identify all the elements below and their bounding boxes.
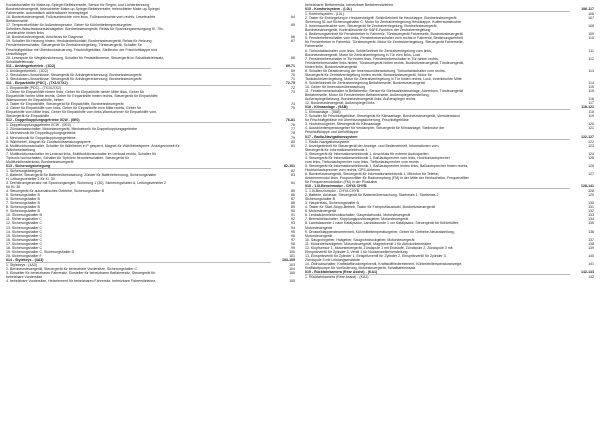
entry-text: 6. Multifunktionsschalter, Schalter für Wählhebel in P gesperrt, Magnet für Wählhebelsperre, Anzeigeeinheit für — [6, 143, 180, 148]
entry-text: 1. Klimaanlage - (9AB) — [305, 110, 341, 115]
entry-text: 018 - 1.0l-Benzinmotor - CHYA CHYB — [305, 184, 570, 189]
entry-page: 128-141 — [580, 184, 594, 189]
entry-text: 6. Türkontaktschalter vorn links, Schließeinheit für Zentralverriegelung vorn links, — [305, 48, 432, 53]
entry-page: 76-81 — [285, 118, 295, 123]
entry-text: beheizbare Vordersitze — [6, 275, 43, 280]
entry-text: Steuergerät für Zentralverriegelung hinten rechts, Bordnetzsteuergerät, Motor für — [305, 72, 432, 77]
entry-text: Hochtonlautsprecher vorn rechts, GPS-Antenne — [305, 167, 381, 172]
entry-text: Motorsteuergerät — [305, 225, 333, 230]
entry-page: 100 — [289, 249, 295, 254]
entry-page: 113 — [588, 68, 594, 73]
entry-text: 19. Sicherungshalter C, Sicherungshalter D — [6, 249, 75, 254]
entry-page: 95 — [291, 229, 295, 234]
entry-text: 2. Zündanlassschalter, Motorsteuergerät, Mechatronik für Doppelkupplungsgetriebe — [6, 127, 138, 132]
entry-page: 103 — [289, 262, 295, 267]
entry-text: 6. Bordnetzsteuergerät, Steuergerät für Informationselektronik 1, Mikrofon für Telefon, — [305, 171, 440, 176]
entry-text: 10. Geber für Innenraumüberwachung — [305, 84, 366, 89]
entry-text: 014 - Stylekeys - (4A3) — [6, 258, 271, 263]
entry-page: 112 — [588, 56, 594, 61]
entry-text: 1. Anhängerbetrieb - (1D2) — [6, 68, 48, 73]
entry-text: 18. Sicherungshalter C — [6, 245, 43, 250]
index-column-left — [6, 3, 295, 421]
entry-page: 72-75 — [285, 80, 295, 85]
entry-text: H, Leitungsverteiler 2 für Kl. 30 — [6, 176, 55, 181]
entry-text: 15. Sicherungshalter C — [6, 233, 43, 238]
entry-text: 3. Steckdosen-/Anschlüsse, Steuergerät für Anhängererkennung, Bordnetzsteuergerät — [6, 76, 142, 81]
entry-text: 20. Lesespule für Wegfahrsicherung, Schalter für Feststellbremse, Steuergerät im Schalttafeleinsatz, — [6, 55, 165, 60]
entry-text: 11. Fensterheberschalter in Beifahrertür, Sensor für Diebstahlwarnanlage, Alarmhorn, Türsteuergerät — [305, 88, 463, 93]
entry-page: 70 — [291, 72, 295, 77]
entry-page: 66 — [291, 35, 295, 40]
entry-text: 1. Einparkhilfe (PDC) - (7X1/U7X2) — [6, 85, 61, 90]
entry-text: für Kl. 30 — [6, 185, 21, 190]
entry-page: 97 — [291, 237, 295, 242]
entry-text: Umluftklappe — [6, 51, 27, 56]
entry-text: 1. Stylekeys - (4A3) — [6, 262, 37, 267]
entry-text: 016 - Klimaanlage - (9AB) — [305, 105, 570, 110]
entry-text: 2. Schalter für Frischluftgebläse, Steuergerät für Klimaanlage, Bordnetzsteuergerät, Vorwiderstand — [305, 114, 460, 119]
entry-page: 72 — [291, 85, 295, 90]
entry-page: 75 — [291, 106, 295, 111]
entry-text: 13. Einspritzventil für Zylinder 1, Einspritzventil für Zylinder 2, Einspritzventil für Zylinder 3, — [305, 253, 447, 258]
entry-text: 3. Hauptrelais, Sicherungshalter B — [305, 201, 359, 206]
entry-text: 3. Innenraumleuchte vorn, Steuergerät für Zentralverriegelung, Bordnetzsteuergerät, — [305, 24, 438, 29]
entry-text: 9. Sicherungshalter B — [6, 209, 40, 214]
entry-text: 011 - Anhängerbetrieb - (1D2) — [6, 64, 271, 69]
entry-text: 3. Einsteller für beheizbaren Fahrersitz, Einsteller für beheizbaren Beifahrersitz, Steuergerät für — [6, 271, 156, 276]
entry-text: 12. Sicherungshalter C — [6, 221, 43, 226]
entry-page: 134 — [588, 217, 594, 222]
entry-page: 132 — [588, 209, 594, 214]
entry-page: 128 — [588, 189, 594, 194]
entry-text: 17. Temperaturfühler für Außentemperatur, Geber für Kühlmitteltemperaturgeber, — [6, 23, 133, 28]
entry-page: 82-101 — [283, 163, 295, 168]
entry-text: Wählhebelstellung — [6, 147, 35, 152]
entry-page: 78 — [291, 131, 295, 136]
entry-page: 84 — [291, 181, 295, 186]
entry-text: 4. beheizbare Vordersitze, Heizelement für beheizbaren Fahrersitz, beheizbare Fahrersitzlehne, — [6, 279, 157, 284]
entry-text: beheizbarer Beifahrersitz, beheizbare Beifahrersitzlehne — [305, 3, 394, 7]
entry-page: 79 — [291, 135, 295, 140]
entry-page: 83 — [291, 172, 295, 177]
entry-page: 105 — [289, 271, 295, 276]
entry-text: 2. Bordnetzsteuergerät, Steuergerät für beheizbare Vordersitze, Sicherungshalter C — [6, 267, 138, 271]
index-entry — [6, 279, 295, 283]
entry-text: 4. Steuergerät für automatisches Getriebe, Sicherungshalter B — [6, 189, 104, 194]
entry-page: 118-121 — [581, 105, 594, 110]
entry-text: Beifahrerseite, Motor für Fensterheber Beifahrerseite, Außenspiegelverstellung, — [305, 93, 430, 98]
entry-text: Sicherungshalter B — [305, 197, 335, 202]
entry-text: 2. Anzeigeeinheit für Steuergerät der Anzeige- und Bedieneinheit, Informationen vorn, — [305, 143, 440, 148]
entry-text: Multifunktionslenkrad, Bordnetzsteuergerät — [6, 159, 74, 164]
entry-page: 108 — [588, 24, 594, 29]
entry-text: 20. Sicherungshalter F — [6, 253, 42, 258]
entry-text: Tankdeckelverriegelung, Motor für Zentralverriegelung in Tür hinten rechts, Lock, Innenleuchte Mitte — [305, 76, 462, 81]
entry-page: 69 — [291, 68, 295, 73]
entry-page: 122-127 — [580, 134, 594, 139]
entry-page: 76 — [291, 123, 295, 128]
entry-text: Scheiben-Waschwasserstandsgeber, Bordnetzsteuergerät, Relais für Spannungsversorgung Kl. 75x, — [6, 27, 164, 32]
entry-text: Beifahrerseite — [6, 19, 28, 24]
entry-page: 126 — [588, 163, 594, 168]
entry-text: 015 - Komfortsystem - (L0L) — [305, 7, 570, 12]
entry-text: 16. Bordnetzsteuergerät, Fußraumleuchte vorn links, Fußraumleuchte vorn rechts, Leseleuchte — [6, 15, 156, 20]
entry-page: 131 — [588, 205, 594, 210]
entry-text: Frischluftklappe und Umluftklappe — [305, 130, 359, 135]
entry-text: 6. Sicherungshalter B — [6, 197, 40, 202]
entry-text: 7. Fensterheberschalter in Tür hinten links, Fensterheberschalter in Tür hinten rechts, — [305, 56, 439, 61]
entry-text: für Frequenzmodulation (FM) in der Pluskabel — [305, 180, 378, 185]
entry-text: Steuergerät für Einparkhilfe — [6, 114, 50, 119]
entry-text: 14. Sicherungshalter C — [6, 229, 43, 234]
entry-text: 5. Wählhebel, Magnet für Zündschlüsselabzugssperre — [6, 139, 91, 144]
entry-text: für Fensterheber in Fahrertür, Türsteuergerät, Motor für Zentralverriegelung, Steuergerät Fahrerseite, — [305, 40, 464, 45]
entry-text: 017 - Radio-Navigationssystem — [305, 135, 570, 140]
entry-text: 3. Mechatronik für Doppelkupplungsgetriebe — [6, 131, 76, 136]
entry-page: 77 — [291, 127, 295, 132]
entry-text: 12. Klopfsensor 1, Motorsteuergerät, Zündspule 1 mit Endstufe, Zündspule 2, Zündspule 3 mit — [305, 245, 453, 250]
entry-page: 115 — [588, 84, 594, 89]
entry-text: 1. Doppelkupplungsgetriebe 0CW - (0E0) — [6, 123, 71, 128]
entry-page: 89 — [291, 205, 295, 210]
entry-page: 85 — [291, 189, 295, 194]
entry-text: 4. Mechatronik für Doppelkupplungsgetriebe — [6, 135, 76, 140]
entry-text: 2. Steckdosen-/Anschlüsse, Steuergerät für Anhängererkennung, Bordnetzsteuergerät — [6, 72, 142, 77]
entry-text: 4. Bedienungseinheit für Fensterheber in Fahrertür, Türsteuergerät Fahrerseite, Bordnetzsteuergerät — [305, 32, 463, 37]
entry-page: 106 — [588, 12, 594, 17]
entry-text: Zündspule 3 mit Leistungsendstufe — [305, 257, 361, 262]
entry-text: Frischluftgebläse mit Überdrucksteuerung, Frischluftgebläse, Stellmotor der Frischluftklappe und — [6, 47, 158, 52]
entry-text: 5. Steuergerät für Informationselektronik 1, Baßlautsprecher hinten links, Baßlautsprecher hinten rechts, — [305, 163, 469, 168]
index-entry — [305, 275, 594, 279]
entry-page: 142 — [588, 275, 594, 280]
entry-page: 67 — [291, 39, 295, 44]
entry-page: 142-143 — [580, 270, 594, 275]
entry-page: 69-71 — [285, 63, 295, 68]
entry-page: 99 — [291, 245, 295, 250]
entry-text: Einparkhilfe hinten Mitte rechts, Geber für Einparkhilfe hinten rechts, Steuergerät für Einparkhilfe, — [6, 94, 159, 99]
entry-text: Fahrerseite — [305, 44, 323, 49]
entry-page: 137 — [588, 237, 594, 242]
entry-page: 115 — [588, 88, 594, 93]
entry-page: 127 — [588, 171, 594, 176]
entry-page: 135 — [588, 221, 594, 226]
entry-page: 141 — [588, 261, 594, 266]
entry-page: 109 — [588, 32, 594, 37]
entry-text: 1. Sicherungsbelegung — [6, 168, 43, 173]
entry-page: 119 — [588, 114, 594, 119]
entry-page: 71 — [291, 76, 295, 81]
entry-text: 3. Steuergerät für Informationselektronik 1, Anschluss für externe Audioquellen — [305, 151, 429, 156]
entry-text: Fensterheberschalter, Steuergerät für Zentralverriegelung, Türsteuergerät, Schalter für — [6, 43, 142, 48]
entry-page: 138 — [588, 241, 594, 246]
entry-text: 4. Geber für Einparkhilfe vorn links, Geber für Einparkhilfe vorn Mitte rechts, Geber für — [6, 106, 142, 111]
entry-text: 2. Batterie, Steuergerät für Batterieüberwachung, Zünder für Batterietrennung, Sicherungshalter — [6, 172, 157, 177]
entry-text: 4. Steuergerät für Informationselektronik 1, Baßlautsprecher vorn links, Hochtonlautsprecher — [305, 155, 450, 160]
entry-text: 7. Bremslichtschalter, Kupplungspositionsgeber, Motorsteuergerät — [305, 217, 409, 222]
entry-page: 123 — [588, 143, 594, 148]
entry-text: 5. Fensterheberschalter vorn links, Fensterheberschalter vorn rechts in Fahrertür, Bedienungseinheit — [305, 36, 463, 41]
entry-page: 129 — [588, 193, 594, 198]
entry-page: 87 — [291, 197, 295, 202]
entry-text: Außenspiegelheizung, Bordnetzsteuergerät links, Außenspiegel rechts — [305, 97, 416, 102]
entry-text: 6. Lenksäulenelektronikschalter, Gaspedalmodul, Motorsteuergerät — [305, 213, 411, 218]
entry-page: 116 — [588, 97, 594, 102]
entry-page: 73 — [291, 89, 295, 94]
entry-text: 17. Sicherungshalter C — [6, 241, 43, 246]
entry-page: 88 — [291, 201, 295, 206]
entry-page: 103-105 — [281, 257, 295, 262]
entry-text: 10. Saugrohrgeber, Hallgeber, Saugrohrdruckgeber, Motorsteuergerät — [305, 237, 415, 242]
entry-page: 124 — [588, 151, 594, 156]
entry-page: 64 — [291, 15, 295, 20]
entry-text: 8. Lambdasonde 1 nach Katalysator, Lambdasonde 1 vor Katalysator, Steuergerät für Kühlerlüfter, — [305, 221, 459, 226]
entry-text: 1. 1.0l-Benzinmotor - CHYA CHYB — [305, 189, 360, 194]
entry-text: Tiptronic hochschalten, Schalter für Tiptronic herunterschalten, Steuergerät für — [6, 155, 129, 160]
entry-text: 5. Motorsteuergerät — [305, 209, 336, 214]
entry-page: 111 — [588, 48, 594, 53]
entry-text: Steuergerät für Informationselektronik 1 — [305, 147, 368, 152]
entry-text: 16. Sicherungshalter C — [6, 237, 43, 242]
entry-page: 140 — [588, 253, 594, 258]
entry-text: Kontaktschalter für Make-up-Spiegel Beifahrerseite, Sensor für Regen- und Lichterkennung — [6, 3, 150, 7]
entry-text: Einparkhilfe vorn Mitte links, Geber für Einparkhilfe vorn links,Warnsummer für Einparkhilfe vorn, — [6, 110, 158, 115]
entry-page: 81 — [291, 143, 295, 148]
entry-page: 133 — [588, 213, 594, 218]
entry-page: 74 — [291, 102, 295, 107]
entry-page: 91 — [291, 213, 295, 218]
entry-page: 90 — [291, 209, 295, 214]
entry-text: 5. Sicherungshalter B — [6, 193, 40, 198]
entry-page: 68 — [291, 55, 295, 60]
entry-text: 10. Sicherungshalter B — [6, 213, 42, 218]
entry-text: 2. Geber für Einparkhilfe hinten links, Geber für Einparkhilfe hinten Mitte links, Geber für — [6, 89, 145, 94]
entry-page: 93 — [291, 221, 295, 226]
entry-page: 122 — [588, 139, 594, 144]
entry-text: 2. Taster für Entriegelung in Heckdeckelgriff, Schließeinheit für Heckklappe, Bordnetzsteuergerät — [305, 16, 457, 21]
entry-text: 1. Radio-Navigationssystem — [305, 139, 350, 144]
entry-text: 4. Taster für Start-Stopp-Betrieb, Taster für Fahrprofilauswahl, Bordnetzsteuergerät — [305, 205, 435, 210]
entry-text: Kraftstoffpumpe für Vorförderung, Motorsteuergerät, Schalttafeleinsatz — [305, 266, 416, 270]
index-page — [6, 3, 594, 421]
entry-text: 11. Sicherungshalter C — [6, 217, 42, 222]
entry-text: Warnsummer für Einparkhilfe, hinten — [6, 98, 64, 103]
entry-text: Antennenmodul links, Frequenzfilter für Radioempfang (FM) in der Mitte der Heckscheibe, Frequenzfilter — [305, 175, 469, 180]
entry-page: 105 — [289, 279, 295, 284]
entry-text: Motorsteuergerät — [305, 233, 333, 238]
entry-page: 96 — [291, 233, 295, 238]
entry-page: 80 — [291, 139, 295, 144]
entry-page: 92 — [291, 217, 295, 222]
entry-page: 86 — [291, 193, 295, 198]
entry-text: 1. Rückfahrkamera (Rear Assist) - (KA1) — [305, 275, 369, 280]
index-column-right — [305, 3, 594, 421]
entry-page: 110 — [588, 36, 594, 41]
entry-text: Bordnetzsteuergerät, Motor für Zentralverriegelung in Tür vorn links, Lock — [305, 52, 421, 57]
entry-page: 106-117 — [581, 7, 594, 12]
entry-text: 7. Multifunktionsschalter im Lenkrad links, Multifunktionsschalter im Lenkrad rechts, Schalter für — [6, 151, 157, 156]
entry-text: 013 - Sicherungsbelegung — [6, 164, 271, 169]
entry-text: 3. Drehstromgenerator mit Spannungsregler, Sicherung 1 (30), Sicherungshalter A, Leitungsverteiler 2 — [6, 181, 167, 186]
entry-text: 13. Sicherungshalter C — [6, 225, 43, 230]
entry-text: Bordnetzsteuergerät, beleuchteter Make-up-Spiegel Beifahrerseite, beleuchteter Make-up-Spiegel — [6, 7, 160, 12]
entry-text: 3. Taster für Einparkhilfe, Steuergerät für Einparkhilfe, Bordnetzsteuergerät — [6, 102, 124, 107]
entry-text: hinten links, Bordnetzsteuergerät — [305, 64, 357, 69]
entry-page: 114 — [588, 80, 594, 85]
entry-text: 011 - Einparkhilfe (PDC) - (7X1/U7X2) — [6, 81, 271, 86]
entry-page: 125 — [588, 155, 594, 160]
entry-text: für Frischluftgebläse mit Überhitzungssicherung, Frischluftgebläse — [305, 118, 409, 123]
entry-text: 9. Drosselklappensteuereinheit, Kühlmitteltemperaturgeber, Geber für Getriebe-Neutralstellung, — [305, 229, 455, 234]
entry-text: Bordnetzsteuergerät, Kontrollleuchte für SAFE-Funktion der Zentralverriegelung — [305, 28, 431, 33]
entry-text: Fensterheberschalter links hinten, Türsteuergerät hinten rechts, Bordnetzsteuergerät, Türsteuergerät, — [305, 60, 464, 65]
entry-text: Sicherung 51 auf Sicherungshalter C, Motor für Zentralverriegelung Heckklappe, Kofferraumleuchte — [305, 20, 462, 25]
entry-text: 8. Schalter für Deaktivierung der Innenraumüberwachung, Türkontaktschalter vorn rechts, — [305, 68, 446, 73]
entry-text: 3. Hochdruckgeber, Steuergerät für Klimaanlage — [305, 122, 381, 127]
entry-page: 120 — [588, 122, 594, 127]
entry-page: 121 — [588, 126, 594, 131]
entry-text: Fahrerseite, automatisch abblendbarer Innenspiegel — [6, 11, 89, 16]
entry-text: 7. Sicherungshalter B — [6, 201, 40, 206]
entry-page: 65 — [291, 23, 295, 28]
entry-text: 2. Batterie, Anlasser, Steuergerät für Batterieüberwachung, Startrelais 1, Startrelais 2, — [305, 193, 440, 198]
entry-text: Einspritzventil für Zylinder 3, Ventil 1 für Nockenwellenverstellung — [305, 249, 408, 254]
entry-text: 14. Öldruckschalter, Kraftstoffdruckregelventil, Kraftstoffförderelement, Kühlmitteltemperaturanzeige, — [305, 261, 463, 266]
entry-page: 136 — [588, 229, 594, 234]
entry-text: Leseleuchte hinten links — [6, 31, 44, 36]
entry-text: 012 - Doppelkupplungsgetriebe 0CW - (0E0) — [6, 118, 271, 123]
entry-page: 130 — [588, 201, 594, 206]
entry-page: 104 — [289, 267, 295, 271]
entry-page: 117 — [588, 101, 594, 106]
entry-page: 139 — [588, 245, 594, 250]
entry-text: 8. Sicherungshalter B — [6, 205, 40, 210]
entry-text: 11. Motordrehzahlgeber, Motorsteuergerät, Magnetventil 1 für Aktivkohlebehälter — [305, 241, 432, 246]
entry-page: 98 — [291, 241, 295, 246]
entry-text: 9. Schließeinheit für Zentralverriegelung Beifahrerseite, Bordnetzsteuergerät — [305, 80, 425, 85]
entry-text: 19. Schalter für Heizung hinten, Heckdeckelkontakt, Bordnetzsteuergerät, Relais für Heizung, — [6, 39, 153, 44]
entry-text: 18. Bordnetzsteuergerät, Anschluss für Diagnose — [6, 35, 84, 40]
entry-text: Schalttafeleinsatz — [6, 59, 34, 64]
entry-page: 118 — [588, 110, 594, 115]
entry-page: 82 — [291, 168, 295, 173]
entry-text: 1. Komfortsystem - (L0L) — [305, 12, 345, 17]
entry-page: 94 — [291, 225, 295, 230]
entry-text: vorn links, Tieftonlautsprecher vorn links, Tieftonlautsprecher vorn rechts — [305, 159, 419, 164]
entry-page: 101 — [289, 253, 295, 258]
entry-text: 4. Ausströmtemperaturgeber für Verdampfer, Steuergerät für Klimaanlage, Stellmotor der — [305, 126, 445, 131]
entry-text: 019 - Rückfahrkamera (Rear Assist) - (KA1) — [305, 270, 570, 275]
entry-text: 12. Bordnetzsteuergerät, Außenspiegel links — [305, 101, 375, 106]
entry-page: 107 — [588, 16, 594, 21]
